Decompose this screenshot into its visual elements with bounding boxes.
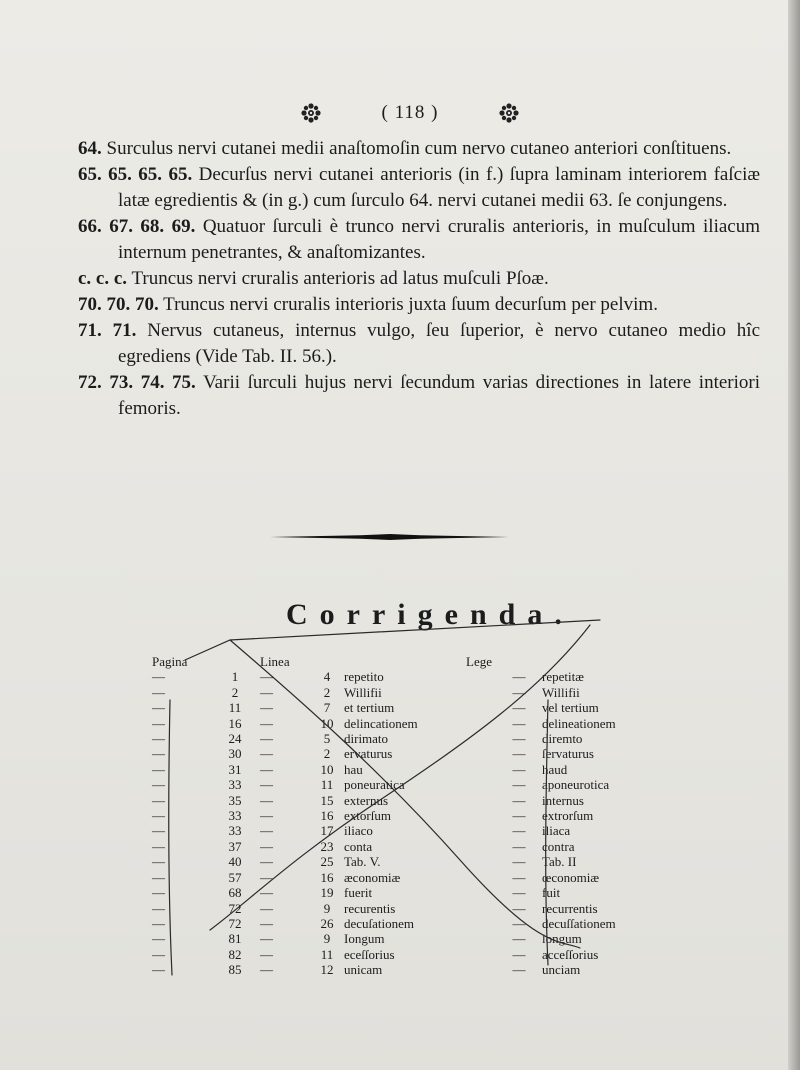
line-dash: — (260, 746, 273, 762)
line-number-cell: 4 (323, 669, 331, 685)
correction-dash: — (512, 869, 526, 885)
page-number-cell: 85 (228, 962, 242, 978)
correction-text: repetitæ (542, 669, 584, 685)
correction-dash: — (512, 823, 526, 839)
entry-text: Varii ſurculi hujus nervi ſecundum varias directiones in latere interiori femoris. (118, 372, 760, 419)
erratum-text: unicam (344, 962, 383, 978)
correction-dash: — (512, 962, 526, 978)
line-dash: — (260, 669, 273, 685)
corrigenda-row (148, 823, 652, 838)
page-number-cell: 11 (228, 700, 242, 716)
erratum-text: recurentis (344, 900, 396, 916)
line-dash: — (260, 854, 273, 870)
erratum-text: externus (344, 792, 389, 808)
entry-number: 65. 65. 65. 65. (78, 164, 193, 185)
correction-dash: — (512, 931, 526, 947)
line-number-cell: 9 (323, 900, 331, 916)
erratum-text: iliaco (344, 823, 373, 839)
correction-dash: — (512, 854, 526, 870)
line-number-cell: 26 (320, 915, 334, 931)
entry-text: Nervus cutaneus, internus vulgo, ſeu ſuperior, è nervo cutaneo medio hîc egrediens (Vide Tab. II. 56.). (118, 320, 761, 367)
legend-entry (78, 370, 760, 422)
column-header-spacer-2 (542, 654, 652, 669)
line-dash: — (260, 684, 273, 700)
corrigenda-row (148, 793, 652, 808)
corrigenda-row (148, 685, 652, 700)
line-number-cell: 25 (320, 854, 334, 870)
corrigenda-row (148, 746, 652, 761)
correction-text: contra (542, 838, 575, 854)
erratum-text: Iongum (344, 931, 385, 947)
page-number-cell: 2 (231, 684, 239, 700)
corrigenda-row (148, 669, 652, 684)
legend-entry (78, 162, 760, 214)
line-dash: — (260, 931, 273, 947)
legend-entry (78, 266, 760, 292)
page-dash: — (152, 962, 165, 978)
corrigenda-row (148, 901, 652, 916)
line-dash: — (260, 946, 273, 962)
corrigenda-row (148, 931, 652, 946)
correction-dash: — (512, 684, 526, 700)
line-number-cell: 16 (320, 869, 334, 885)
column-header-spacer (496, 654, 542, 669)
page-dash: — (152, 854, 165, 870)
correction-text: unciam (542, 962, 581, 978)
entry-number: c. c. c. (78, 268, 128, 289)
corrigenda-rows (148, 669, 652, 977)
page-dash: — (152, 715, 165, 731)
legend-entries (78, 136, 760, 422)
legend-entry (78, 292, 760, 318)
line-number-cell: 11 (320, 777, 334, 793)
page-dash: — (152, 823, 165, 839)
correction-text: ſervaturus (542, 746, 594, 762)
page-number-cell: 33 (228, 823, 242, 839)
erratum-text: repetito (344, 669, 384, 685)
page-dash: — (152, 731, 165, 747)
page-dash: — (152, 869, 165, 885)
correction-dash: — (512, 838, 526, 854)
correction-text: longum (542, 931, 582, 947)
erratum-text: dirimato (344, 731, 389, 747)
entry-text: Surculus nervi cutanei medii anaſtomoſin cum nervo cutaneo anteriori conſtituens. (106, 138, 732, 159)
corrigenda-row (148, 839, 652, 854)
line-number-cell: 2 (323, 746, 331, 762)
line-number-cell: 5 (323, 731, 331, 747)
entry-text: Truncus nervi cruralis anterioris ad latus muſculi Pſoæ. (131, 268, 549, 289)
entry-text: Decurſus nervi cutanei anterioris (in f.) ſupra laminam interiorem faſciæ latæ egredientis & (in g.) cum ſurculo 64. nervi cutanei medii 63. ſe conjungens. (118, 164, 761, 211)
page-dash: — (152, 808, 165, 824)
erratum-text: fuerit (344, 885, 373, 901)
flower-ornament-left-icon (300, 102, 322, 124)
correction-text: decuſſationem (542, 915, 616, 931)
line-dash: — (260, 962, 273, 978)
page-number-cell: 57 (228, 869, 242, 885)
correction-dash: — (512, 808, 526, 824)
correction-text: haud (542, 761, 568, 777)
corrigenda-row (148, 885, 652, 900)
correction-text: acceſſorius (542, 946, 599, 962)
line-dash: — (260, 808, 273, 824)
erratum-text: Willifii (344, 684, 382, 700)
correction-dash: — (512, 715, 526, 731)
page-number-cell: 33 (228, 808, 242, 824)
page-dash: — (152, 885, 165, 901)
flower-ornament-right-icon (498, 102, 520, 124)
erratum-text: hau (344, 761, 363, 777)
entry-number: 66. 67. 68. 69. (78, 216, 196, 237)
correction-text: aponeurotica (542, 777, 610, 793)
page-dash: — (152, 931, 165, 947)
legend-entry (78, 214, 760, 266)
correction-text: Willifii (542, 684, 580, 700)
line-number-cell: 16 (320, 808, 334, 824)
correction-text: extrorſum (542, 808, 594, 824)
page-dash: — (152, 915, 165, 931)
correction-text: fuit (542, 885, 561, 901)
line-number-cell: 2 (323, 684, 331, 700)
corrigenda-row (148, 777, 652, 792)
legend-entry (78, 136, 760, 162)
line-dash: — (260, 869, 273, 885)
corrigenda-row (148, 808, 652, 823)
line-number-cell: 11 (320, 946, 334, 962)
erratum-text: æconomiæ (344, 869, 401, 885)
column-header-line (310, 654, 344, 669)
line-number-cell: 17 (320, 823, 334, 839)
line-number-cell: 15 (320, 792, 334, 808)
line-dash: — (260, 700, 273, 716)
correction-text: iliaca (542, 823, 571, 839)
correction-text: diremto (542, 731, 583, 747)
erratum-text: delincationem (344, 715, 418, 731)
page-number-cell: 37 (228, 838, 242, 854)
line-dash: — (260, 777, 273, 793)
entry-number: 70. 70. 70. (78, 294, 159, 315)
page-dash: — (152, 761, 165, 777)
line-dash: — (260, 792, 273, 808)
line-number-cell: 9 (323, 931, 331, 947)
page-number-cell: 24 (228, 731, 242, 747)
line-number-cell: 10 (320, 761, 334, 777)
line-dash: — (260, 761, 273, 777)
correction-dash: — (512, 900, 526, 916)
corrigenda-row (148, 854, 652, 869)
correction-text: delineationem (542, 715, 616, 731)
correction-dash: — (512, 946, 526, 962)
line-number-cell: 23 (320, 838, 334, 854)
column-header-page (210, 654, 260, 669)
legend-entry (78, 318, 760, 370)
page-dash: — (152, 746, 165, 762)
page-number-cell: 30 (228, 746, 242, 762)
line-dash: — (260, 885, 273, 901)
entry-text: Quatuor ſurculi è trunco nervi cruralis anterioris, in muſculum iliacum internum penetrantes, & anaſtomizantes. (118, 216, 761, 263)
column-header-linea: Linea (260, 654, 290, 669)
line-dash: — (260, 900, 273, 916)
corrigenda-row (148, 916, 652, 931)
entry-text: Truncus nervi cruralis interioris juxta ſuum decurſum per pelvim. (163, 294, 658, 315)
correction-text: œconomiæ (542, 869, 600, 885)
entry-number: 71. 71. (78, 320, 137, 341)
correction-dash: — (512, 731, 526, 747)
page-number-cell: 82 (228, 946, 242, 962)
corrigenda-row (148, 700, 652, 715)
correction-text: Tab. II (542, 854, 577, 870)
correction-text: vel tertium (542, 700, 599, 716)
corrigenda-table (148, 654, 652, 978)
correction-dash: — (512, 792, 526, 808)
page-number-cell: 81 (228, 931, 242, 947)
page-dash: — (152, 700, 165, 716)
page-edge-shadow (788, 0, 800, 1070)
column-header-lege: Lege (466, 654, 492, 669)
correction-dash: — (512, 669, 526, 685)
corrigenda-row (148, 962, 652, 977)
erratum-text: et tertium (344, 700, 395, 716)
corrigenda-row (148, 870, 652, 885)
correction-text: internus (542, 792, 584, 808)
corrigenda-header-row (148, 654, 652, 669)
erratum-text: Tab. V. (344, 854, 381, 870)
entry-number: 64. (78, 138, 102, 159)
correction-dash: — (512, 915, 526, 931)
page-number-cell: 16 (228, 715, 242, 731)
erratum-text: extorſum (344, 808, 391, 824)
line-number-cell: 7 (323, 700, 331, 716)
column-header-pagina: Pagina (152, 654, 188, 669)
line-number-cell: 10 (320, 715, 334, 731)
line-dash: — (260, 715, 273, 731)
page-dash: — (152, 838, 165, 854)
line-dash: — (260, 823, 273, 839)
page-dash: — (152, 946, 165, 962)
line-number-cell: 19 (320, 885, 334, 901)
page-dash: — (152, 669, 165, 685)
corrigenda-title: Corrigenda. (286, 598, 574, 631)
page-dash: — (152, 900, 165, 916)
page-number-cell: 68 (228, 885, 242, 901)
correction-dash: — (512, 761, 526, 777)
page-number: ( 118 ) (381, 102, 439, 123)
erratum-text: eceſſorius (344, 946, 395, 962)
erratum-text: conta (344, 838, 373, 854)
section-divider-rule (270, 534, 510, 540)
entry-number: 72. 73. 74. 75. (78, 372, 196, 393)
line-dash: — (260, 915, 273, 931)
correction-dash: — (512, 700, 526, 716)
erratum-text: ervaturus (344, 746, 393, 762)
page-number-cell: 40 (228, 854, 242, 870)
page-dash: — (152, 777, 165, 793)
page-number-cell: 72 (228, 915, 242, 931)
correction-dash: — (512, 777, 526, 793)
page-number-cell: 35 (228, 792, 242, 808)
corrigenda-row (148, 762, 652, 777)
page-number-cell: 1 (231, 669, 239, 685)
page-dash: — (152, 684, 165, 700)
corrigenda-row (148, 947, 652, 962)
corrigenda-row (148, 731, 652, 746)
correction-text: recurrentis (542, 900, 598, 916)
page-number-cell: 33 (228, 777, 242, 793)
page-dash: — (152, 792, 165, 808)
line-number-cell: 12 (320, 962, 334, 978)
line-dash: — (260, 838, 273, 854)
correction-dash: — (512, 885, 526, 901)
page-number-cell: 31 (228, 761, 242, 777)
correction-dash: — (512, 746, 526, 762)
erratum-text: poneuratica (344, 777, 405, 793)
corrigenda-row (148, 716, 652, 731)
erratum-text: decuſationem (344, 915, 415, 931)
line-dash: — (260, 731, 273, 747)
page-header (300, 98, 520, 128)
page-number-cell: 72 (228, 900, 242, 916)
